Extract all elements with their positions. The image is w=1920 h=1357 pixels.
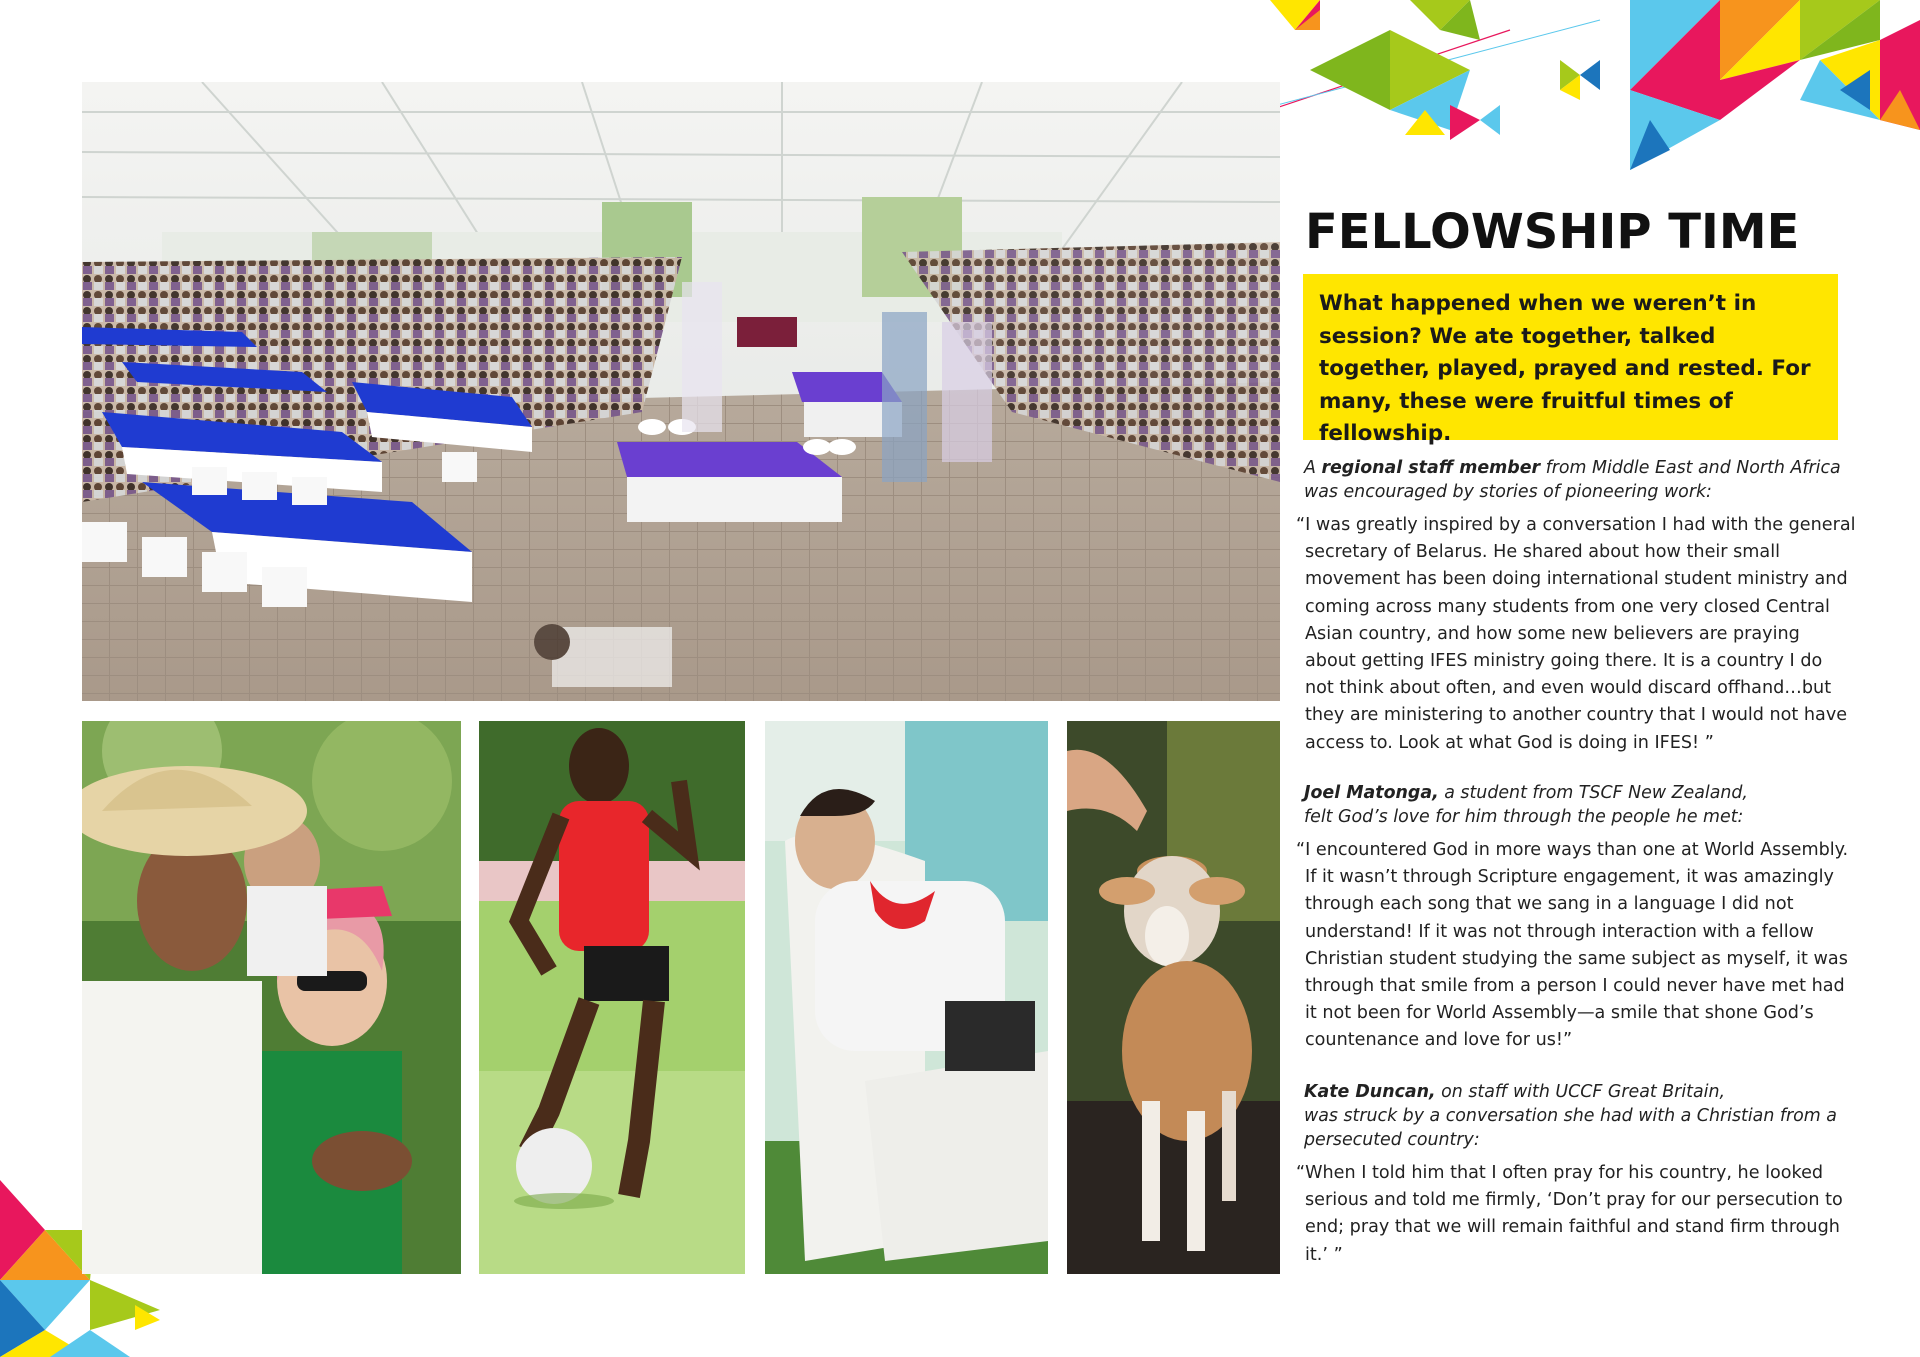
conversation-photo (82, 721, 461, 1274)
page-title: FELLOWSHIP TIME (1305, 204, 1800, 260)
decorative-triangles-top (1180, 0, 1920, 180)
intro-text: What happened when we weren’t in session? We ate together, talked together, played, prayed and rested. For many, these were fruitful times of fellowship. (1319, 291, 1811, 446)
intro-highlight-box (1303, 274, 1838, 446)
story-3 (1296, 1080, 1856, 1269)
story-attribution: regional staff member (1321, 458, 1541, 478)
soccer-photo (479, 721, 745, 1274)
story-quote: “When I told him that I often pray for his country, he looked serious and told me firmly, ‘Don’t pray for our persecution to end; pray that we will remain faithful and stand firm through it.’ ” (1296, 1163, 1843, 1265)
story-quote: “I was greatly inspired by a conversation I had with the general secretary of Belarus. He shared about how their small movement has been doing international student ministry and coming across many students from one very closed Central Asian country, and how some new believers are praying about getting IFES ministry going there. It is a country I do not think about often, and even would discard offhand…but they are ministering to another country that I would not have access to. Look at what God is doing in IFES! ” (1296, 515, 1856, 753)
story-lead: Joel Matonga, a student from TSCF New Zealand, felt God’s love for him through the people he met: (1304, 783, 1748, 827)
story-lead: Kate Duncan, on staff with UCCF Great Britain, was struck by a conversation she had with a Christian from a persecuted country: (1304, 1082, 1837, 1150)
story-lead: A regional staff member from Middle East and North Africa was encouraged by stories of pioneering work: (1304, 458, 1841, 502)
story-1 (1296, 456, 1856, 757)
story-2 (1296, 781, 1856, 1055)
story-attribution: Kate Duncan, (1304, 1082, 1436, 1102)
goat-photo (1067, 721, 1280, 1274)
dining-tent-photo (82, 82, 1280, 701)
story-quote: “I encountered God in more ways than one at World Assembly. If it wasn’t through Scripture engagement, it was amazingly through each song that we sang in a language I did not understand! If it was not through interaction with a fellow Christian student studying the same subject as myself, it was through that smile from a person I could never have met had it not been for World Assembly—a smile that shone God’s countenance and love for us!” (1296, 840, 1849, 1051)
story-attribution: Joel Matonga, (1304, 783, 1439, 803)
resting-photo (765, 721, 1048, 1274)
